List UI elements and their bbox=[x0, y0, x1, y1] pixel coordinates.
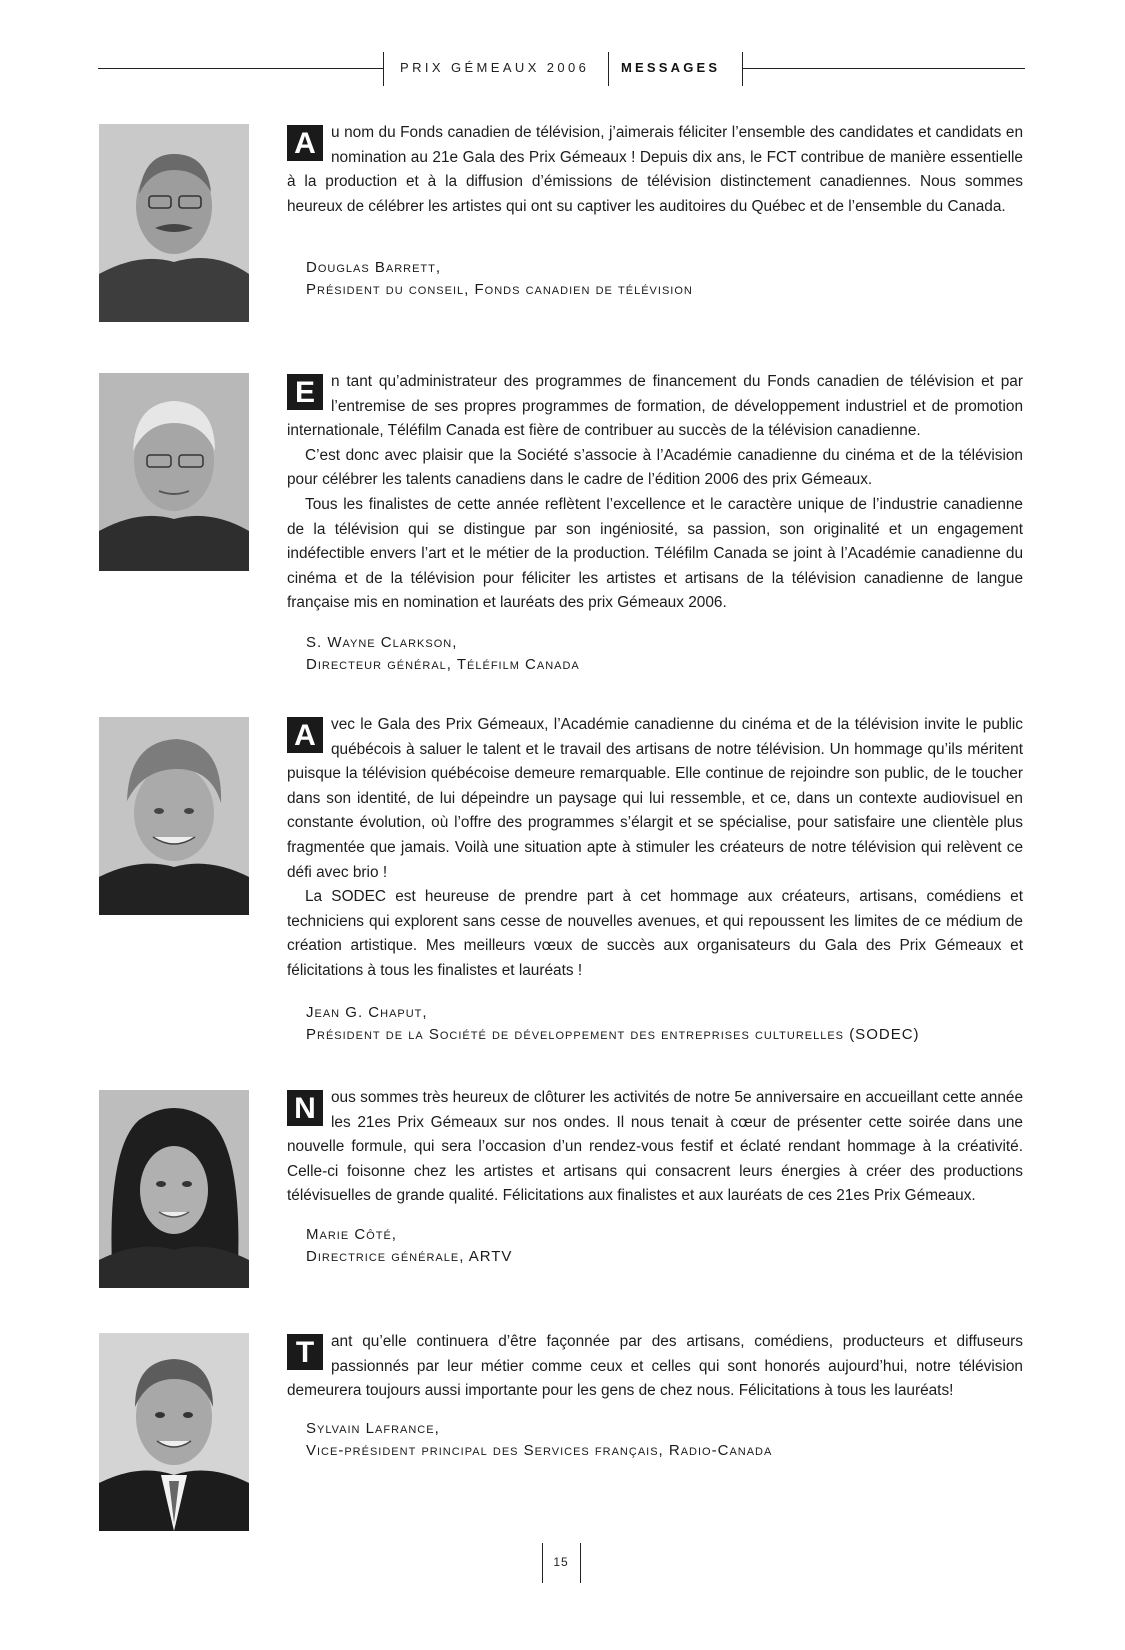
signatory-role: Président de la Société de développement des entreprises culturelles (SODEC) bbox=[306, 1026, 920, 1043]
drop-cap: T bbox=[287, 1334, 323, 1370]
header-rule-left bbox=[98, 68, 383, 69]
message-paragraph: u nom du Fonds canadien de télévision, j’aimerais féliciter l’ensemble des candidates et candidats en nomination au 21e Gala des Prix Gémeaux ! Depuis dix ans, le FCT contribue de manière essentielle à la production et à la diffusion d’émissions de télévision distinctement canadiennes. Nous sommes heureux de célébrer les artistes qui ont su captiver les auditoires du Québec et de l’ensemble du Canada. bbox=[287, 124, 1023, 215]
message-text bbox=[287, 370, 1023, 616]
signatory-role: Directeur général, Téléfilm Canada bbox=[306, 656, 580, 673]
header-rule-right bbox=[742, 68, 1025, 69]
message-text bbox=[287, 1086, 1023, 1209]
message-text bbox=[287, 121, 1023, 219]
message-text bbox=[287, 1330, 1023, 1404]
signature bbox=[306, 1418, 1026, 1462]
signature bbox=[306, 1224, 1026, 1268]
portrait-photo bbox=[99, 1333, 249, 1531]
drop-cap: N bbox=[287, 1090, 323, 1126]
message-paragraph: Tous les finalistes de cette année reflètent l’excellence et le caractère unique de l’industrie canadienne de la télévision qui se distingue par son ingéniosité, sa passion, son originalité et un engagement indéfectible envers l’art et le métier de la production. Téléfilm Canada se joint à l’Académie canadienne du cinéma et de la télévision pour féliciter les artistes et artisans de la télévision canadienne de langue française mis en nomination et lauréats des prix Gémeaux 2006. bbox=[287, 495, 1023, 612]
header-divider bbox=[383, 52, 384, 86]
page-header bbox=[0, 0, 1125, 110]
message-paragraph: La SODEC est heureuse de prendre part à cet hommage aux créateurs, artisans, comédiens et techniciens qui explorent sans cesse de nouvelles avenues, et qui repoussent les limites de ce médium de création artistique. Mes meilleurs vœux de succès aux organisateurs du Gala des Prix Gémeaux et félicitations à tous les finalistes et lauréats ! bbox=[287, 888, 1023, 979]
publication-title: PRIX GÉMEAUX 2006 bbox=[400, 60, 590, 75]
portrait-photo bbox=[99, 717, 249, 915]
portrait-photo bbox=[99, 1090, 249, 1288]
portrait-photo bbox=[99, 124, 249, 322]
portrait-photo bbox=[99, 373, 249, 571]
header-divider bbox=[742, 52, 743, 86]
message-paragraph: ant qu’elle continuera d’être façonnée par des artisans, comédiens, producteurs et diffuseurs passionnés par leur métier comme ceux et celles qui sont honorés aujourd’hui, notre télévision demeurera toujours aussi importante pour les gens de chez nous. Félicitations à tous les lauréats! bbox=[287, 1333, 1023, 1400]
signatory-name: Douglas Barrett, bbox=[306, 259, 442, 276]
signatory-name: Sylvain Lafrance, bbox=[306, 1420, 440, 1437]
drop-cap: A bbox=[287, 717, 323, 753]
signatory-role: Directrice générale, ARTV bbox=[306, 1248, 513, 1265]
signatory-name: S. Wayne Clarkson, bbox=[306, 634, 458, 651]
signatory-role: Vice-président principal des Services français, Radio-Canada bbox=[306, 1442, 773, 1459]
footer-divider bbox=[542, 1543, 543, 1583]
signature bbox=[306, 257, 1026, 301]
signatory-name: Marie Côté, bbox=[306, 1226, 397, 1243]
message-text bbox=[287, 713, 1023, 984]
page-number: 15 bbox=[553, 1555, 569, 1569]
message-paragraph: C’est donc avec plaisir que la Société s’associe à l’Académie canadienne du cinéma et de la télévision pour célébrer les talents canadiens dans le cadre de l’édition 2006 des prix Gémeaux. bbox=[287, 446, 1023, 489]
header-divider bbox=[608, 52, 609, 86]
drop-cap: E bbox=[287, 374, 323, 410]
message-paragraph: n tant qu’administrateur des programmes de financement du Fonds canadien de télévision et par l’entremise de ses propres programmes de formation, de développement industriel et de promotion internationale, Téléfilm Canada est fière de contribuer au succès de la télévision canadienne. bbox=[287, 373, 1023, 440]
drop-cap: A bbox=[287, 125, 323, 161]
footer-divider bbox=[580, 1543, 581, 1583]
signature bbox=[306, 632, 1026, 676]
message-paragraph: vec le Gala des Prix Gémeaux, l’Académie canadienne du cinéma et de la télévision invite le public québécois à saluer le talent et le travail des artisans de notre télévision. Un hommage qu’ils méritent puisque la télévision québécoise demeure remarquable. Elle continue de rejoindre son public, de le toucher dans son identité, de lui dépeindre un paysage qui lui ressemble, et ce, dans un contexte audiovisuel en constante évolution, où l’offre des programmes s’élargit et se spécialise, pour satisfaire une clientèle plus fragmentée que jamais. Voilà une situation apte à stimuler les créateurs de notre télévision qui relèvent ce défi avec brio ! bbox=[287, 716, 1023, 881]
signatory-role: Président du conseil, Fonds canadien de télévision bbox=[306, 281, 693, 298]
signatory-name: Jean G. Chaput, bbox=[306, 1004, 428, 1021]
message-paragraph: ous sommes très heureux de clôturer les activités de notre 5e anniversaire en accueillant cette année les 21es Prix Gémeaux sur nos ondes. Il nous tenait à cœur de présenter cette soirée dans une nouvelle formule, qui sera l’occasion d’un rendez-vous festif et éclaté rendant hommage à la créativité. Celle-ci foisonne chez les artistes et artisans qui consacrent leurs énergies à créer des productions télévisuelles de grande qualité. Félicitations aux finalistes et aux lauréats de ces 21es Prix Gémeaux. bbox=[287, 1089, 1023, 1205]
signature bbox=[306, 1002, 1026, 1046]
section-title: MESSAGES bbox=[621, 60, 721, 75]
